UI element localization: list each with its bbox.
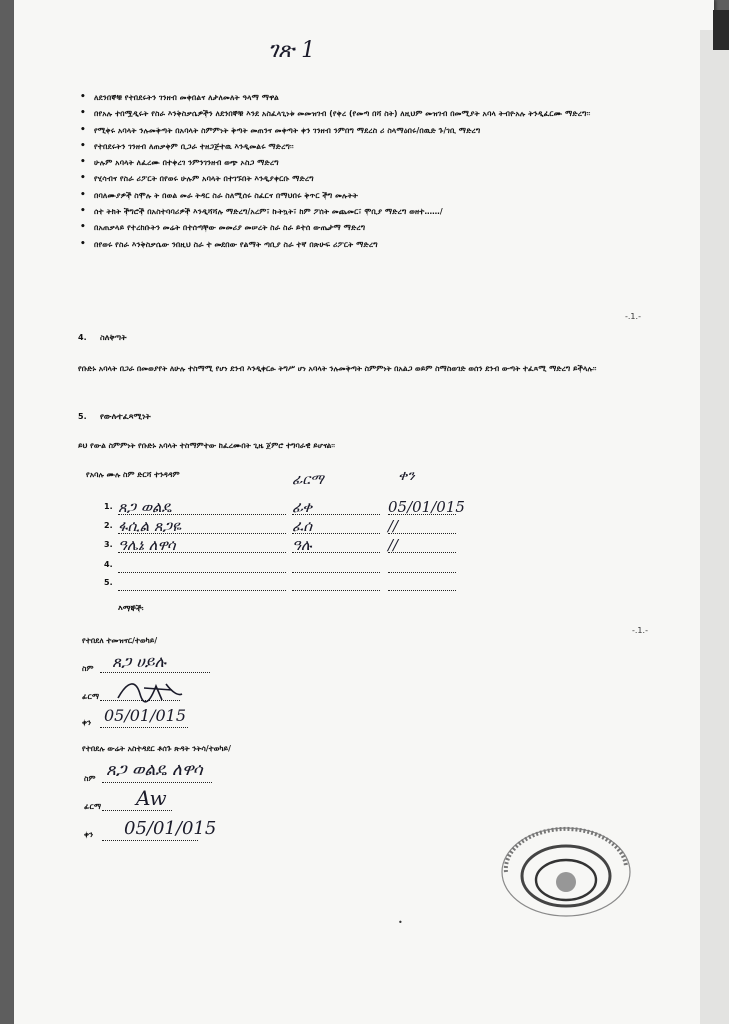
underlying-page-edge bbox=[700, 30, 729, 1024]
list-item: • በየአሉ ተበሟዲሩት የስራ እንቅስቃሴዎችን ለደንበኞቹ እንደ አስፈላጊነቱ መመዝገብ (የቀረ (የመጣ በሻ ስት) ለዚህም መዝገብ በመሚያት አባላ ትብዮአሉ ትንዲፈርሙ ማድረግ፡፡ bbox=[70, 108, 650, 119]
row-number: 5. bbox=[104, 578, 113, 587]
list-item: • የተበደሩትን ገንዘብ ለጠቃቀም ቢጋራ ተዘጋጅተዉ እንዲመልሩ ማድረግ፡፡ bbox=[70, 141, 650, 152]
scan-mark: -.1.- bbox=[632, 626, 648, 635]
party2-date-line bbox=[102, 840, 198, 841]
witnesses-heading: እማኞች፡ bbox=[118, 604, 144, 613]
party2-date-value: 05/01/015 bbox=[124, 818, 217, 839]
party2-date-label: ቀን bbox=[84, 830, 94, 839]
list-item: • የሚቀሩ አባላት ንሉመቅጣት በአባላት ስምምነት ቅጣት መጠንና መቀጣት ቀን ገንዘብ ንምበግ ማደረስ ሪ ስላማዕበሩ/በዉድ ጉ/ገቢ ማድረግ bbox=[70, 125, 650, 136]
scan-mark: -.1.- bbox=[625, 312, 641, 321]
party2-sign-label: ፊርማ bbox=[84, 802, 102, 811]
row-number: 2. bbox=[104, 521, 113, 530]
page-number: ገጽ 1 bbox=[268, 38, 316, 63]
party1-name-value: ጸጋ ሀይሉ bbox=[112, 652, 166, 671]
section-4-title: ስለቅጣት bbox=[100, 333, 127, 342]
section-5-number: 5. bbox=[78, 412, 87, 421]
column-header-names: የአባሉ ሙሉ ስም ድርሻ ተንዳዳም bbox=[86, 470, 180, 479]
member-name bbox=[118, 576, 286, 591]
party2-sign-line bbox=[102, 810, 172, 811]
party1-sign-label: ፊርማ bbox=[82, 692, 100, 701]
column-header-sign: ፊርማ bbox=[292, 472, 324, 488]
list-item: • ሁሉም አባላት ለፈረሙ በተቀረገ ንምንገንዘብ ወጭ ኦስጋ ማድረግ bbox=[70, 157, 650, 168]
table-row bbox=[104, 500, 464, 516]
party1-date-label: ቀን bbox=[82, 718, 92, 727]
party2-name-value: ጸጋ ወልዴ ለዋሳ bbox=[106, 760, 203, 780]
member-signature: ፊቀ bbox=[292, 500, 380, 515]
list-item: • በአጠቃላይ የተረከቡትን መሬት በተሰጣቸው መመሪያ መሠረት ስራ ስራ ይተሰ ውጤታማ ማድረግ bbox=[70, 222, 650, 233]
sign-date bbox=[388, 576, 456, 591]
sign-date: // bbox=[388, 519, 456, 534]
list-item: • ለደንበኞቹ የተበደሩትን ገንዘብ መቀበልና ለታለመለት ዓላማ ማዋል bbox=[70, 92, 650, 103]
scan-mark: • bbox=[398, 918, 403, 927]
row-number: 1. bbox=[104, 502, 113, 511]
row-number: 4. bbox=[104, 560, 113, 569]
section-4-number: 4. bbox=[78, 333, 87, 342]
member-name: ጸጋ ወልዴ bbox=[118, 500, 286, 515]
party2-title: የተበደሉ ውሬት አስተዳደር ቶሰጉ ጽዳት ንትሳ/ተወካይ/ bbox=[82, 744, 231, 753]
sign-date: 05/01/015 bbox=[388, 498, 465, 516]
section-5-text: ይህ የውል ስምምነት የቡድኑ አባላት ተስማምተው ከፈረሙበት ጊዜ ጀምሮ ተግባራዊ ይሆናል፡፡ bbox=[78, 441, 335, 450]
party1-name-label: ስም bbox=[82, 664, 94, 673]
table-row bbox=[104, 538, 464, 554]
party1-title: የተበደለ ተመዝናር/ተወካይ/ bbox=[82, 636, 158, 645]
party1-name-line bbox=[100, 672, 210, 673]
member-name: ዓሌኔ ለዋሳ bbox=[118, 538, 286, 553]
party2-name-label: ስም bbox=[84, 774, 96, 783]
table-row bbox=[104, 558, 464, 574]
member-signature bbox=[292, 558, 380, 573]
list-item: • በባለሙያዎች ስሞሉ ት በወል መራ ትዳር ስራ ስለሚሰሩ ስፈርና በማህበሩ ቅጥር ችግ መሉትት bbox=[70, 190, 650, 201]
section-5-title: የውሉተፈጻሚነት bbox=[100, 412, 151, 421]
party1-date-value: 05/01/015 bbox=[104, 706, 187, 725]
duties-list bbox=[70, 92, 650, 255]
column-header-date: ቀን bbox=[398, 468, 415, 484]
party2-signature: Aw bbox=[136, 786, 167, 810]
party2-name-line bbox=[102, 782, 212, 783]
section-4-text: የቡድኑ አባላት በጋራ በመወያየት ለሁሉ ተስማሚ የሆነ ደንብ እንዲቀርፁ ትግሥ ሆነ አባላት ንሉመቅጣት ስምምነት በአልጋ ወይም ስማስወገድ ወሰን ደንብ ውጣት ተፈጻሚ ማድረግ ይችላሉ፡፡ bbox=[78, 364, 597, 373]
official-stamp bbox=[500, 822, 632, 918]
table-row bbox=[104, 519, 464, 535]
party1-date-line bbox=[100, 727, 188, 728]
list-item: • ሰተ ትክት ችግሮች በአስተባባሪዎች እንዲሻሻሉ ማድረግ/አረም፣ ኩትኳት፣ ከም ፖሰት መጨመር፣ ሞቢያ ማድረግ ወዘተ……/ bbox=[70, 206, 650, 217]
row-number: 3. bbox=[104, 540, 113, 549]
member-name bbox=[118, 558, 286, 573]
member-signature: ፈሰ bbox=[292, 519, 380, 534]
member-signature bbox=[292, 576, 380, 591]
list-item: • በየወሩ የስራ እንቅስቃሴው ንበዚህ ስራ ተ መደበው የልማት ጣቢያ ስራ ተኛ በጽሁፍ ሪፖርት ማድረግ bbox=[70, 239, 650, 250]
sign-date: // bbox=[388, 538, 456, 553]
member-signature: ዓሉ bbox=[292, 538, 380, 553]
member-name: ፋሲል ጸጋዬ bbox=[118, 519, 286, 534]
table-row bbox=[104, 576, 464, 592]
party1-signature bbox=[114, 676, 186, 706]
list-item: • የሂሳብና የስራ ሪፖርት በየወሩ ሁሉም አባላት በተገኙበት እንዲያቀርቡ ማድረግ bbox=[70, 173, 650, 184]
sign-date bbox=[388, 558, 456, 573]
scan-border bbox=[713, 10, 729, 50]
